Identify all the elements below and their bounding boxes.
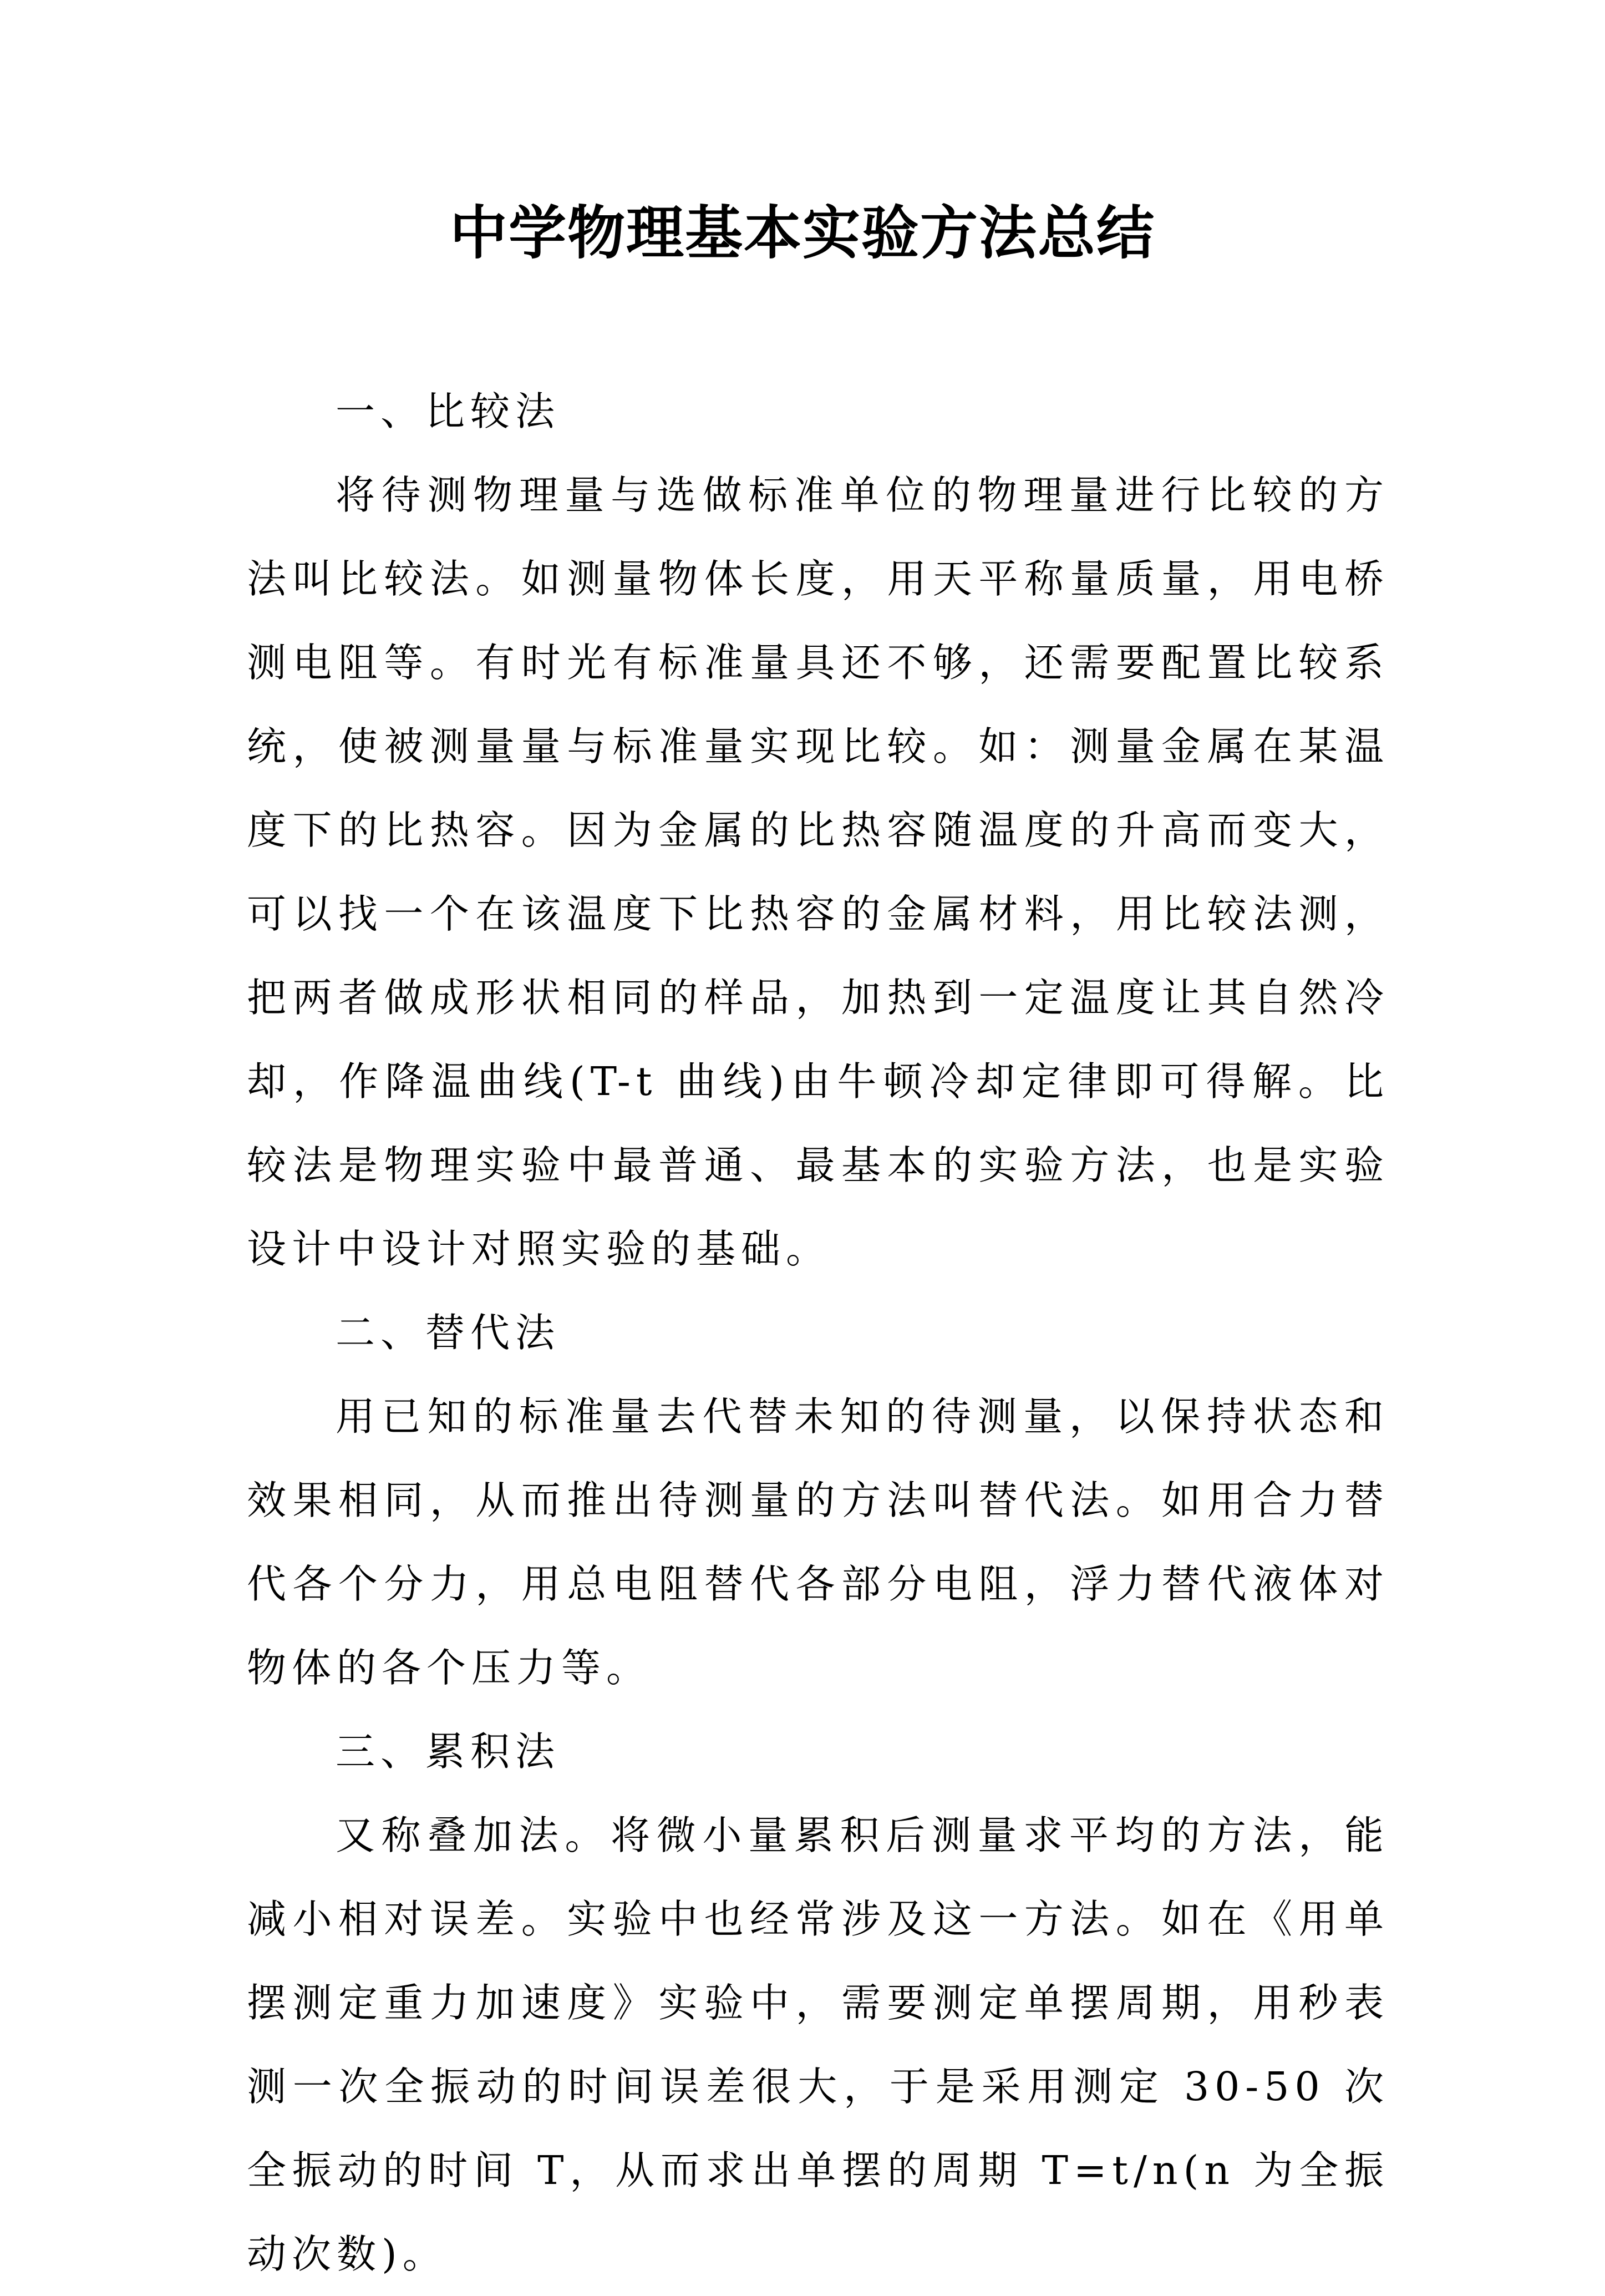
section-paragraph-substitution: 用已知的标准量去代替未知的待测量，以保持状态和效果相同，从而推出待测量的方法叫替代法。如用合力替代各个分力，用总电阻替代各部分电阻，浮力替代液体对物体的各个压力等。 — [247, 1393, 1389, 1691]
section-paragraph-comparison: 将待测物理量与选做标准单位的物理量进行比较的方法叫比较法。如测量物体长度，用天平称量质量，用电桥测电阻等。有时光有标准量具还不够，还需要配置比较系统，使被测量量与标准量实现比较。如：测量金属在某温度下的比热容。因为金属的比热容随温度的升高而变大，可以找一个在该温度下比热容的金属材料，用比较法测，把两者做成形状相同的样品，加热到一定温度让其自然冷却，作降温曲线(T-t 曲线)由牛顿冷却定律即可得解。比较法是物理实验中最普通、最基本的实验方法，也是实验设计中设计对照实验的基础。 — [247, 472, 1389, 1272]
document-title: 中学物理基本实验方法总结 — [449, 199, 1155, 267]
section-heading-substitution: 二、替代法 — [336, 1310, 561, 1356]
section-paragraph-accumulation: 又称叠加法。将微小量累积后测量求平均的方法，能减小相对误差。实验中也经常涉及这一方法。如在《用单摆测定重力加速度》实验中，需要测定单摆周期，用秒表测一次全振动的时间误差很大，于是采用测定 30-50 次全振动的时间 T，从而求出单摆的周期 T=t/n(n 为全振动次数)。 — [247, 1812, 1389, 2277]
document-body — [247, 369, 1389, 2296]
section-heading-accumulation: 三、累积法 — [336, 1729, 561, 1775]
section-heading-comparison: 一、比较法 — [336, 388, 561, 434]
